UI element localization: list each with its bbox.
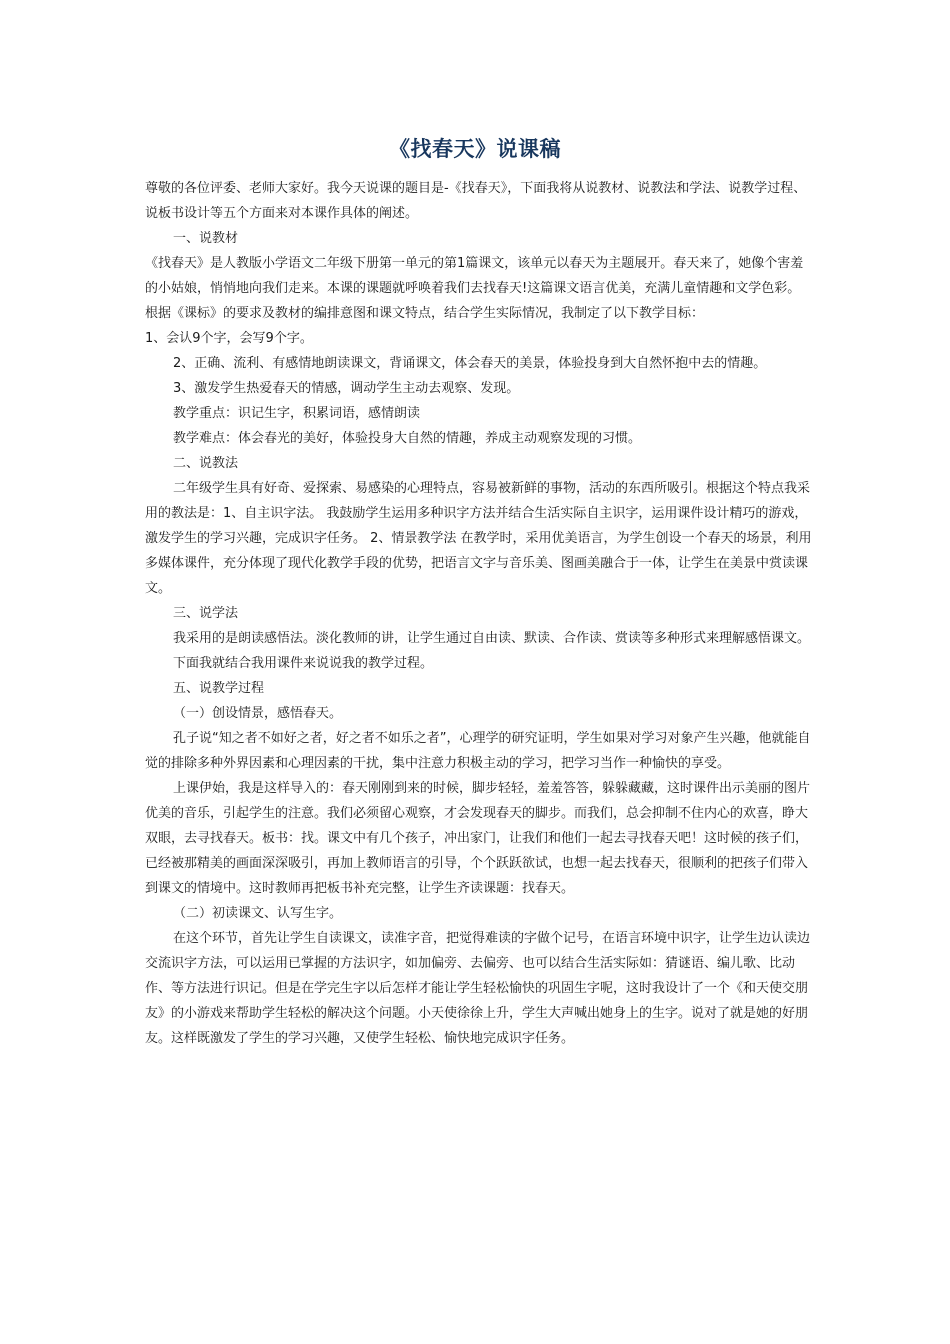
paragraph: 二、说教法 xyxy=(173,456,239,471)
document-title: 《找春天》说课稿 xyxy=(389,137,561,161)
paragraph: 孔子说“知之者不如好之者，好之者不如乐之者”，心理学的研究证明，学生如果对学习对象产生兴趣，他就能自觉的排除多种外界因素和心理因素的干扰，集中注意力积极主动的学习，把学习当作一种愉快的享受。 xyxy=(145,731,811,771)
paragraph: 一、说教材 xyxy=(173,231,239,246)
paragraph: 3、激发学生热爱春天的情感，调动学生主动去观察、发现。 xyxy=(173,381,520,396)
document-body xyxy=(145,176,813,1051)
paragraph: 三、说学法 xyxy=(173,606,239,621)
paragraph: 根据《课标》的要求及教材的编排意图和课文特点，结合学生实际情况，我制定了以下教学目标： xyxy=(145,306,705,321)
paragraph: 上课伊始，我是这样导入的：春天刚刚到来的时候，脚步轻轻，羞羞答答，躲躲藏藏，这时课件出示美丽的图片优美的音乐，引起学生的注意。我们必须留心观察，才会发现春天的脚步。而我们，总会抑制不住内心的欢喜，睁大双眼，去寻找春天。板书：找。课文中有几个孩子，冲出家门，让我们和他们一起去寻找春天吧！这时候的孩子们，已经被那精美的画面深深吸引，再加上教师语言的引导，个个跃跃欲试，也想一起去找春天，很顺利的把孩子们带入到课文的情境中。这时教师再把板书补充完整，让学生齐读课题：找春天。 xyxy=(145,781,811,896)
paragraph: 五、说教学过程 xyxy=(173,681,265,696)
paragraph: 在这个环节，首先让学生自读课文，读准字音，把觉得难读的字做个记号，在语言环境中识字，让学生边认读边交流识字方法，可以运用已掌握的方法识字，如加偏旁、去偏旁、也可以结合生活实际如：猜谜语、编儿歌、比动作、等方法进行识记。但是在学完生字以后怎样才能让学生轻松愉快的巩固生字呢，这时我设计了一个《和天使交朋友》的小游戏来帮助学生轻松的解决这个问题。小天使徐徐上升，学生大声喊出她身上的生字。说对了就是她的好朋友。这样既激发了学生的学习兴趣，又使学生轻松、愉快地完成识字任务。 xyxy=(145,931,811,1046)
paragraph: （一）创设情景，感悟春天。 xyxy=(173,706,343,721)
paragraph: 尊敬的各位评委、老师大家好。我今天说课的题目是-《找春天》，下面我将从说教材、说教法和学法、说教学过程、说板书设计等五个方面来对本课作具体的阐述。 xyxy=(145,181,807,221)
paragraph: 二年级学生具有好奇、爱探索、易感染的心理特点，容易被新鲜的事物，活动的东西所吸引。根据这个特点我采用的教法是：1、自主识字法。 我鼓励学生运用多种识字方法并结合生活实际自主识字，运用课件设计精巧的游戏，激发学生的学习兴趣，完成识字任务。 2、情景教学法 在教学时，采用优美语言，为学生创设一个春天的场景，利用多媒体课件，充分体现了现代化教学手段的优势，把语言文字与音乐美、图画美融合于一体，让学生在美景中赏读课文。 xyxy=(145,481,812,596)
paragraph: 教学重点：识记生字，积累词语，感情朗读 xyxy=(173,406,421,421)
paragraph: 我采用的是朗读感悟法。淡化教师的讲，让学生通过自由读、默读、合作读、赏读等多种形式来理解感悟课文。 xyxy=(173,631,811,646)
paragraph: （二）初读课文、认写生字。 xyxy=(173,906,343,921)
paragraph: 下面我就结合我用课件来说说我的教学过程。 xyxy=(173,656,434,671)
paragraph: 《找春天》是人教版小学语文二年级下册第一单元的第1篇课文，该单元以春天为主题展开。春天来了，她像个害羞的小姑娘，悄悄地向我们走来。本课的课题就呼唤着我们去找春天!这篇课文语言优美，充满儿童情趣和文学色彩。 xyxy=(145,256,804,296)
paragraph: 1、会认9个字，会写9个字。 xyxy=(145,331,313,346)
paragraph: 教学难点：体会春光的美好，体验投身大自然的情趣，养成主动观察发现的习惯。 xyxy=(173,431,642,446)
paragraph: 2、正确、流利、有感情地朗读课文，背诵课文，体会春天的美景，体验投身到大自然怀抱中去的情趣。 xyxy=(173,356,767,371)
